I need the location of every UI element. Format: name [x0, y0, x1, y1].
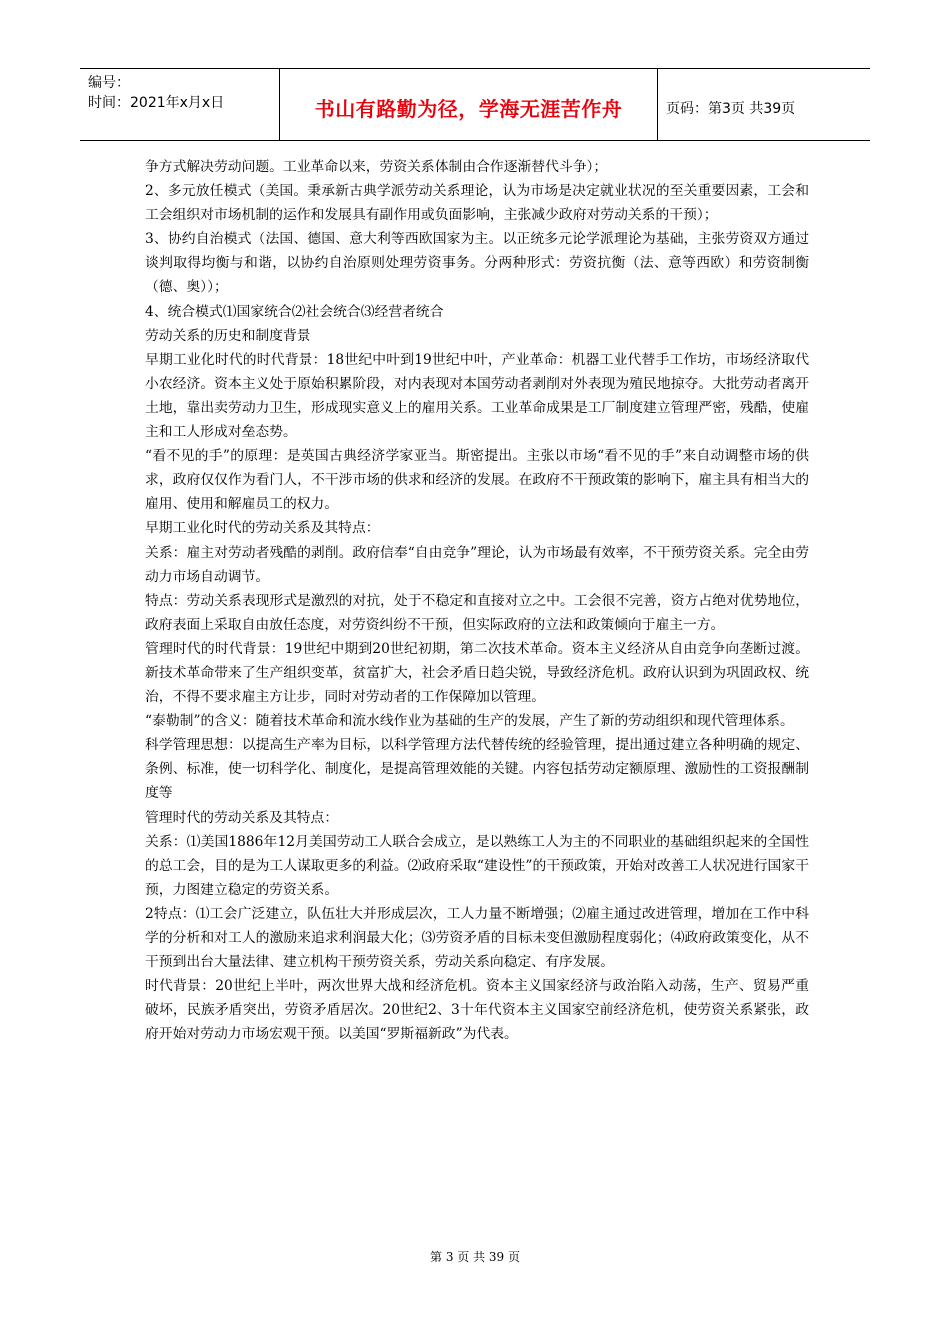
- body-paragraph: 关系：⑴美国1886年12月美国劳动工人联合会成立，是以熟练工人为主的不同职业的基础组织起来的全国性的总工会，目的是为工人谋取更多的利益。⑵政府采取“建设性”的干预政策，开始对改善工人状况进行国家干预，力图建立稳定的劳资关系。: [145, 833, 809, 898]
- body-paragraph: 争方式解决劳动问题。工业革命以来，劳资关系体制由合作逐渐替代斗争）；: [145, 159, 608, 175]
- body-paragraph: 3、协约自治模式（法国、德国、意大利等西欧国家为主。以正统多元论学派理论为基础，主张劳资双方通过谈判取得均衡与和谐，以协约自治原则处理劳资事务。分两种形式：劳资抗衡（法、意等西欧）和劳资制衡（德、奥））；: [145, 231, 809, 296]
- page-footer: 第 3 页 共 39 页: [430, 1250, 520, 1264]
- body-paragraph: 4、统合模式⑴国家统合⑵社会统合⑶经营者统合: [145, 303, 444, 320]
- header-motto: 书山有路勤为径，学海无涯苦作舟: [314, 97, 623, 121]
- body-paragraph: 时代背景：20世纪上半叶，两次世界大战和经济危机。资本主义国家经济与政治陷入动荡，生产、贸易严重破坏，民族矛盾突出，劳资矛盾居次。20世纪2、3十年代资本主义国家空前经济危机，使劳资关系紧张，政府开始对劳动力市场宏观干预。以美国“罗斯福新政”为代表。: [145, 978, 809, 1043]
- header-meta: [80, 69, 280, 140]
- body-paragraph: 管理时代的时代背景：19世纪中期到20世纪初期，第二次技术革命。资本主义经济从自由竞争向垄断过渡。新技术革命带来了生产组织变革，贫富扩大，社会矛盾日趋尖锐，导致经济危机。政府认识到为巩固政权、统治，不得不要求雇主方让步，同时对劳动者的工作保障加以管理。: [145, 640, 809, 706]
- body-paragraph: “看不见的手”的原理：是英国古典经济学家亚当。斯密提出。主张以市场“看不见的手”来自动调整市场的供求，政府仅仅作为看门人，不干涉市场的供求和经济的发展。在政府不干预政策的影响下，雇主具有相当大的雇用、使用和解雇员工的权力。: [145, 448, 809, 513]
- header-page-info: 页码：第3页 共39页: [666, 100, 796, 117]
- document-body: [145, 155, 809, 1046]
- body-paragraph: 2、多元放任模式（美国。秉承新古典学派劳动关系理论，认为市场是决定就业状况的至关重要因素，工会和工会组织对市场机制的运作和发展具有副作用或负面影响，主张减少政府对劳动关系的干预）；: [145, 183, 809, 224]
- body-paragraph: 早期工业化时代的时代背景：18世纪中叶到19世纪中叶，产业革命：机器工业代替手工作坊，市场经济取代小农经济。资本主义处于原始积累阶段，对内表现对本国劳动者剥削对外表现为殖民地掠夺。大批劳动者离开土地，靠出卖劳动力卫生，形成现实意义上的雇用关系。工业革命成果是工厂制度建立管理严密，残酷，使雇主和工人形成对垒态势。: [145, 351, 809, 441]
- section-heading: 劳动关系的历史和制度背景: [145, 327, 311, 344]
- header-motto-cell: [280, 69, 658, 140]
- section-heading: 早期工业化时代的劳动关系及其特点：: [145, 520, 380, 537]
- document-date: 时间：2021年x月x日: [88, 95, 225, 111]
- body-paragraph: 科学管理思想：以提高生产率为目标，以科学管理方法代替传统的经验管理，提出通过建立各种明确的规定、条例、标准，使一切科学化、制度化，是提高管理效能的关键。内容包括劳动定额原理、激励性的工资报酬制度等: [145, 737, 809, 802]
- document-number-label: 编号：: [88, 75, 130, 91]
- header-page-cell: [658, 69, 870, 140]
- body-paragraph: 特点：劳动关系表现形式是激烈的对抗，处于不稳定和直接对立之中。工会很不完善，资方占绝对优势地位，政府表面上采取自由放任态度，对劳资纠纷不干预，但实际政府的立法和政策倾向于雇主一方。: [145, 592, 809, 633]
- section-heading: 管理时代的劳动关系及其特点：: [145, 809, 339, 826]
- body-paragraph: 关系：雇主对劳动者残酷的剥削。政府信奉“自由竞争”理论，认为市场最有效率，不干预劳资关系。完全由劳动力市场自动调节。: [145, 544, 809, 585]
- body-paragraph: 2特点：⑴工会广泛建立，队伍壮大并形成层次，工人力量不断增强；⑵雇主通过改进管理，增加在工作中科学的分析和对工人的激励来追求利润最大化；⑶劳资矛盾的目标未变但激励程度弱化；⑷政府政策变化，从不干预到出台大量法律、建立机构干预劳资关系，劳动关系向稳定、有序发展。: [145, 905, 809, 971]
- page-header: [80, 68, 870, 141]
- body-paragraph: “泰勒制”的含义：随着技术革命和流水线作业为基础的生产的发展，产生了新的劳动组织和现代管理体系。: [145, 713, 794, 730]
